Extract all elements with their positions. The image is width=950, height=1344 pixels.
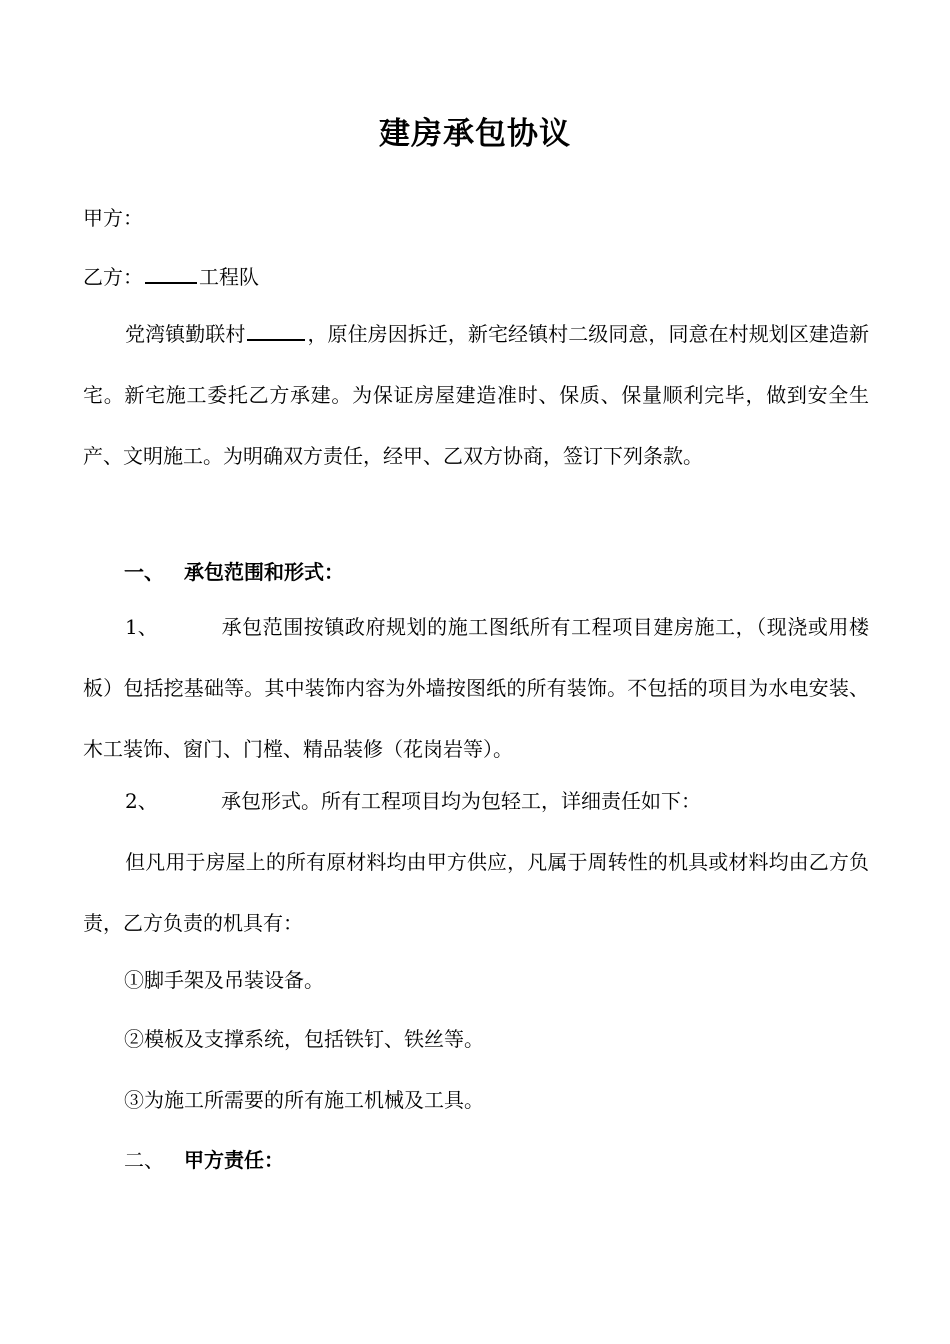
section-1-title: 承包范围和形式： [184,560,344,584]
materials-paragraph [83,832,869,954]
party-b-suffix: 工程队 [199,265,259,289]
document-title: 建房承包协议 [379,116,571,152]
section-1-heading [124,558,344,586]
item-2-text: 承包形式。所有工程项目均为包轻工，详细责任如下： [221,789,701,813]
item-1-paragraph [83,597,869,780]
section-2-heading [124,1146,284,1174]
section-1-number: 一、 [124,560,164,584]
village-blank [247,319,305,341]
party-b-line [83,262,259,291]
item-2-paragraph [83,771,869,832]
section-2-number: 二、 [124,1148,164,1172]
equipment-item-2: ②模板及支撑系统，包括铁钉、铁丝等。 [124,1027,484,1051]
item-1-text: 承包范围按镇政府规划的施工图纸所有工程项目建房施工，（现浇或用楼板）包括挖基础等。其中装饰内容为外墙按图纸的所有装饰。不包括的项目为水电安装、木工装饰、窗门、门樘、精品装修（花岗岩等）。 [83,615,869,761]
item-1-number: 1、 [125,615,158,639]
materials-text: 但凡用于房屋上的所有原材料均由甲方供应，凡属于周转性的机具或材料均由乙方负责，乙方负责的机具有： [83,850,869,935]
party-b-blank [145,262,197,284]
equipment-item-1: ①脚手架及吊装设备。 [124,968,324,992]
party-b-label: 乙方： [83,265,143,289]
intro-paragraph [83,304,869,487]
intro-part2: ，原住房因拆迁，新宅经镇村二级同意，同意在村规划区建造新宅。新宅施工委托乙方承建。为保证房屋建造准时、保质、保量顺利完毕，做到安全生产、文明施工。为明确双方责任，经甲、乙双方协商，签订下列条款。 [83,322,870,468]
equipment-item-3: ③为施工所需要的所有施工机械及工具。 [124,1088,484,1112]
party-a-label: 甲方： [83,206,143,230]
intro-part1: 党湾镇勤联村 [125,322,246,346]
section-2-title: 甲方责任： [184,1148,284,1172]
party-a-line [83,204,143,232]
item-2-number: 2、 [125,789,158,813]
